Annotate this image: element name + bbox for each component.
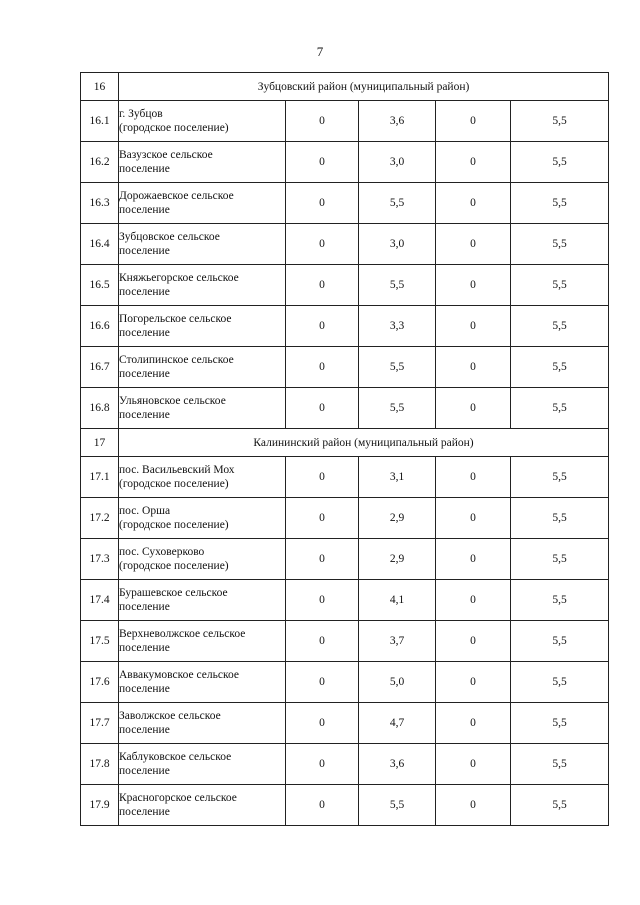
table-row: [81, 457, 609, 498]
settlement-name: [119, 347, 286, 388]
settlement-name: [119, 265, 286, 306]
settlement-name-line1: Дорожаевское сельское: [119, 190, 234, 202]
settlement-name: [119, 744, 286, 785]
value-cell-1: 0: [286, 265, 359, 306]
value-cell-3: 0: [436, 703, 511, 744]
value-cell-2: 3,6: [359, 101, 436, 142]
settlement-name: [119, 457, 286, 498]
value-cell-1: 0: [286, 306, 359, 347]
table-row: [81, 785, 609, 826]
value-cell-3: 0: [436, 142, 511, 183]
value-cell-2: 5,5: [359, 347, 436, 388]
table-row: [81, 101, 609, 142]
value-cell-1: 0: [286, 388, 359, 429]
value-cell-3: 0: [436, 539, 511, 580]
table-row: [81, 183, 609, 224]
settlement-name-line1: Заволжское сельское: [119, 710, 221, 722]
value-cell-3: 0: [436, 347, 511, 388]
settlement-name-line1: Вазузское сельское: [119, 149, 213, 161]
district-header-row: [81, 429, 609, 457]
settlement-name-line2: поселение: [119, 806, 170, 818]
row-number: 17.6: [81, 662, 119, 703]
value-cell-3: 0: [436, 457, 511, 498]
value-cell-4: 5,5: [511, 265, 609, 306]
value-cell-1: 0: [286, 621, 359, 662]
settlement-name: [119, 498, 286, 539]
settlement-name-line2: поселение: [119, 724, 170, 736]
settlement-name-line1: Погорельское сельское: [119, 313, 232, 325]
value-cell-4: 5,5: [511, 347, 609, 388]
value-cell-1: 0: [286, 580, 359, 621]
value-cell-2: 3,1: [359, 457, 436, 498]
district-number: 17: [81, 429, 119, 457]
value-cell-2: 2,9: [359, 498, 436, 539]
settlement-name-line2: поселение: [119, 409, 170, 421]
value-cell-3: 0: [436, 580, 511, 621]
row-number: 16.2: [81, 142, 119, 183]
settlement-name-line2: (городское поселение): [119, 122, 229, 134]
value-cell-2: 2,9: [359, 539, 436, 580]
settlement-name-line1: Княжьегорское сельское: [119, 272, 239, 284]
row-number: 17.2: [81, 498, 119, 539]
table-row: [81, 265, 609, 306]
value-cell-1: 0: [286, 744, 359, 785]
value-cell-2: 5,5: [359, 388, 436, 429]
value-cell-4: 5,5: [511, 142, 609, 183]
settlement-name: [119, 703, 286, 744]
value-cell-4: 5,5: [511, 183, 609, 224]
row-number: 17.8: [81, 744, 119, 785]
value-cell-3: 0: [436, 662, 511, 703]
settlement-name-line1: пос. Суховерково: [119, 546, 205, 558]
table-row: [81, 388, 609, 429]
value-cell-1: 0: [286, 703, 359, 744]
value-cell-2: 3,0: [359, 142, 436, 183]
settlement-name-line2: (городское поселение): [119, 560, 229, 572]
settlement-name: [119, 621, 286, 662]
value-cell-4: 5,5: [511, 498, 609, 539]
settlement-name: [119, 224, 286, 265]
value-cell-3: 0: [436, 306, 511, 347]
settlement-name-line2: поселение: [119, 286, 170, 298]
value-cell-2: 4,1: [359, 580, 436, 621]
table-row: [81, 621, 609, 662]
district-title: Зубцовский район (муниципальный район): [119, 73, 609, 101]
settlement-name: [119, 142, 286, 183]
row-number: 17.5: [81, 621, 119, 662]
value-cell-4: 5,5: [511, 744, 609, 785]
settlement-name-line2: поселение: [119, 245, 170, 257]
table-row: [81, 224, 609, 265]
tariff-table: [80, 72, 609, 826]
value-cell-1: 0: [286, 183, 359, 224]
value-cell-1: 0: [286, 347, 359, 388]
value-cell-4: 5,5: [511, 580, 609, 621]
value-cell-3: 0: [436, 388, 511, 429]
row-number: 16.6: [81, 306, 119, 347]
value-cell-1: 0: [286, 224, 359, 265]
settlement-name-line2: поселение: [119, 601, 170, 613]
table-row: [81, 580, 609, 621]
settlement-name-line1: Ульяновское сельское: [119, 395, 226, 407]
settlement-name-line2: поселение: [119, 163, 170, 175]
settlement-name-line1: пос. Орша: [119, 505, 171, 517]
value-cell-2: 3,0: [359, 224, 436, 265]
row-number: 17.4: [81, 580, 119, 621]
value-cell-1: 0: [286, 142, 359, 183]
settlement-name-line1: г. Зубцов: [119, 108, 163, 120]
settlement-name-line2: поселение: [119, 204, 170, 216]
page-number: 7: [316, 44, 324, 59]
row-number: 16.4: [81, 224, 119, 265]
row-number: 16.1: [81, 101, 119, 142]
value-cell-2: 5,5: [359, 183, 436, 224]
settlement-name-line1: Верхневолжское сельское: [119, 628, 246, 640]
value-cell-2: 3,6: [359, 744, 436, 785]
value-cell-1: 0: [286, 785, 359, 826]
value-cell-4: 5,5: [511, 703, 609, 744]
value-cell-1: 0: [286, 662, 359, 703]
value-cell-3: 0: [436, 621, 511, 662]
value-cell-2: 5,0: [359, 662, 436, 703]
settlement-name: [119, 388, 286, 429]
value-cell-4: 5,5: [511, 224, 609, 265]
table-row: [81, 662, 609, 703]
value-cell-4: 5,5: [511, 457, 609, 498]
district-header-row: [81, 73, 609, 101]
settlement-name-line1: Бурашевское сельское: [119, 587, 228, 599]
district-number: 16: [81, 73, 119, 101]
table-row: [81, 703, 609, 744]
settlement-name-line1: Зубцовское сельское: [119, 231, 220, 243]
value-cell-3: 0: [436, 224, 511, 265]
settlement-name-line1: Аввакумовское сельское: [119, 669, 239, 681]
settlement-name-line1: пос. Васильевский Мох: [119, 464, 235, 476]
value-cell-4: 5,5: [511, 662, 609, 703]
settlement-name-line2: поселение: [119, 765, 170, 777]
value-cell-4: 5,5: [511, 388, 609, 429]
value-cell-4: 5,5: [511, 306, 609, 347]
table-row: [81, 347, 609, 388]
value-cell-1: 0: [286, 101, 359, 142]
value-cell-3: 0: [436, 785, 511, 826]
value-cell-1: 0: [286, 457, 359, 498]
settlement-name-line1: Красногорское сельское: [119, 792, 237, 804]
value-cell-2: 5,5: [359, 785, 436, 826]
table-row: [81, 306, 609, 347]
district-title: Калининский район (муниципальный район): [119, 429, 609, 457]
table-row: [81, 744, 609, 785]
value-cell-3: 0: [436, 498, 511, 539]
value-cell-1: 0: [286, 498, 359, 539]
settlement-name-line1: Каблуковское сельское: [119, 751, 232, 763]
table-row: [81, 498, 609, 539]
settlement-name: [119, 183, 286, 224]
row-number: 17.3: [81, 539, 119, 580]
value-cell-2: 3,7: [359, 621, 436, 662]
row-number: 17.1: [81, 457, 119, 498]
value-cell-4: 5,5: [511, 101, 609, 142]
settlement-name-line2: поселение: [119, 683, 170, 695]
table-row: [81, 539, 609, 580]
row-number: 16.5: [81, 265, 119, 306]
settlement-name: [119, 306, 286, 347]
settlement-name-line2: (городское поселение): [119, 478, 229, 490]
row-number: 16.8: [81, 388, 119, 429]
settlement-name: [119, 785, 286, 826]
value-cell-1: 0: [286, 539, 359, 580]
row-number: 16.3: [81, 183, 119, 224]
settlement-name-line2: поселение: [119, 642, 170, 654]
value-cell-3: 0: [436, 183, 511, 224]
value-cell-2: 4,7: [359, 703, 436, 744]
settlement-name-line2: (городское поселение): [119, 519, 229, 531]
value-cell-2: 3,3: [359, 306, 436, 347]
settlement-name: [119, 101, 286, 142]
row-number: 17.7: [81, 703, 119, 744]
row-number: 17.9: [81, 785, 119, 826]
settlement-name-line1: Столипинское сельское: [119, 354, 234, 366]
table-row: [81, 142, 609, 183]
value-cell-3: 0: [436, 101, 511, 142]
value-cell-3: 0: [436, 744, 511, 785]
settlement-name: [119, 580, 286, 621]
settlement-name-line2: поселение: [119, 368, 170, 380]
settlement-name: [119, 662, 286, 703]
value-cell-4: 5,5: [511, 539, 609, 580]
value-cell-3: 0: [436, 265, 511, 306]
row-number: 16.7: [81, 347, 119, 388]
settlement-name-line2: поселение: [119, 327, 170, 339]
settlement-name: [119, 539, 286, 580]
value-cell-4: 5,5: [511, 785, 609, 826]
value-cell-2: 5,5: [359, 265, 436, 306]
value-cell-4: 5,5: [511, 621, 609, 662]
